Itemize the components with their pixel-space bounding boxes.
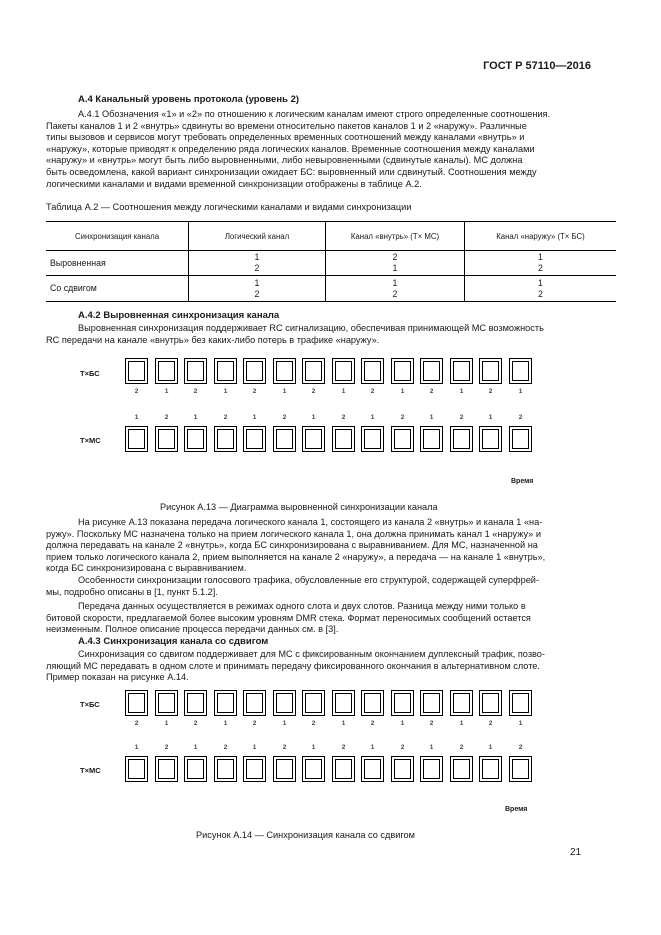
slot-frame (214, 690, 237, 716)
slot-frame (125, 756, 148, 782)
slot-frame (391, 358, 414, 384)
slot-frame (214, 756, 237, 782)
slot-number: 2 (341, 414, 346, 421)
cell-value: 2 (392, 288, 398, 299)
slot-number: 2 (488, 388, 493, 395)
table-caption: Таблица А.2 — Соотношения между логическими каналами и видами синхронизации (46, 202, 412, 212)
slot-frame (332, 358, 355, 384)
slot-number: 1 (488, 414, 493, 421)
slot-frame (391, 756, 414, 782)
text-line: Передача данных осуществляется в режимах одного слота и двух слотов. Разница между ними только в (78, 601, 526, 612)
time-label: Время (511, 478, 534, 485)
slot-number: 2 (518, 414, 523, 421)
text-line: «наружу», которые приводят к определению ряда логических каналов. Временные соотношения между каналами (46, 143, 535, 154)
slot-number: 2 (223, 744, 228, 751)
slot-number: 1 (134, 414, 139, 421)
slot-number: 1 (488, 744, 493, 751)
slot-number: 2 (223, 414, 228, 421)
ms-row-label: Т×МС (80, 436, 101, 445)
sync-table (46, 221, 616, 302)
table-header-row (46, 222, 616, 251)
slot-number: 1 (252, 744, 257, 751)
text-line: быть осведомлена, какой вариант синхронизации ожидает БС: выровненный или сдвинутый. Соотношения между (46, 166, 537, 177)
slot-frame (509, 426, 532, 452)
slot-number: 2 (459, 744, 464, 751)
slot-number: 2 (134, 720, 139, 727)
table-cell (189, 251, 326, 276)
slot-frame (361, 756, 384, 782)
slot-frame (243, 690, 266, 716)
slot-frame (155, 426, 178, 452)
slot-number: 1 (311, 744, 316, 751)
bs-row-label: Т×БС (80, 369, 100, 378)
text-line: типы вызовов и сервисов могут требовать определенных временных соотношений между каналами «внутрь» и (46, 132, 525, 143)
slot-number: 2 (488, 720, 493, 727)
slot-number: 2 (518, 744, 523, 751)
column-header: Канал «внутрь» (Т× МС) (326, 222, 465, 251)
slot-number: 2 (429, 388, 434, 395)
text-line: должна передавать на канале 2 «внутрь», когда БС синхронизирована с выравниванием. Для МС, назначенной на (46, 540, 538, 551)
slot-frame (332, 690, 355, 716)
text-line: ружу». Поскольку МС назначена только на прием логического канала 1, она должна принимать канал 1 «наружу» и (46, 528, 541, 539)
slot-number: 1 (282, 720, 287, 727)
slot-frame (361, 690, 384, 716)
slot-number: 1 (164, 720, 169, 727)
slot-number: 2 (311, 720, 316, 727)
slot-number: 1 (164, 388, 169, 395)
slot-frame (243, 426, 266, 452)
table-cell (465, 251, 617, 276)
slot-number: 2 (134, 388, 139, 395)
table-cell (465, 276, 617, 302)
slot-number: 1 (518, 720, 523, 727)
table-cell (189, 276, 326, 302)
slot-frame (214, 358, 237, 384)
cell-value: 1 (538, 252, 543, 262)
table-cell (326, 276, 465, 302)
slot-number: 2 (164, 744, 169, 751)
cell-value: 2 (392, 252, 398, 262)
table-row (46, 251, 616, 276)
slot-number: 1 (282, 388, 287, 395)
slot-frame (302, 756, 325, 782)
column-header: Канал «наружу» (Т× БС) (465, 222, 617, 251)
cell-value: 1 (538, 277, 543, 288)
slot-frame (302, 690, 325, 716)
slot-frame (155, 756, 178, 782)
slot-number: 1 (429, 414, 434, 421)
slot-frame (155, 358, 178, 384)
text-line: прием только логического канала 2, прием выполняется на канале 2 «наружу», а передача — на канале 1 «внутрь», (46, 551, 546, 562)
slot-frame (273, 690, 296, 716)
slot-frame (479, 358, 502, 384)
slot-frame (125, 426, 148, 452)
text-line: неизменным. Полное описание процесса передачи данных см. в [3]. (46, 624, 339, 635)
cell-value: 1 (392, 263, 398, 273)
slot-frame (184, 426, 207, 452)
figure-a14-caption: Рисунок А.14 — Синхронизация канала со сдвигом (196, 830, 415, 840)
text-line: RC передачи на канале «внутрь» без каких-либо потерь в трафике «наружу». (46, 334, 380, 345)
ms-row-label: Т×МС (80, 766, 101, 775)
slot-number: 1 (429, 744, 434, 751)
slot-number: 1 (252, 414, 257, 421)
text-line: Особенности синхронизации голосового трафика, обусловленные его структурой, содержащей суперфрей- (78, 574, 540, 585)
figure-a13-caption: Рисунок А.13 — Диаграмма выровненной синхронизации канала (160, 502, 438, 512)
text-line: битовой скорости, предлагаемой более высоким уровням DMR стека. Формат переносимых сообщений остается (46, 612, 531, 623)
slot-number: 1 (134, 744, 139, 751)
slot-number: 1 (370, 744, 375, 751)
slot-number: 1 (370, 414, 375, 421)
slot-number: 2 (164, 414, 169, 421)
text-line: Выровненная синхронизация поддерживает RC сигнализацию, обеспечивая принимающей МС возможность (78, 323, 544, 333)
text-line: Синхронизация со сдвигом поддерживает для МС с фиксированным окончанием дуплексный трафик, позво- (78, 649, 545, 659)
text-line: А.4.1 Обозначения «1» и «2» по отношению к логическим каналам имеют строго определенные соотношения. (78, 109, 551, 119)
slot-frame (479, 690, 502, 716)
slot-frame (273, 756, 296, 782)
slot-frame (509, 690, 532, 716)
section-a43-text (46, 649, 618, 684)
slot-number: 1 (193, 414, 198, 421)
slot-frame (420, 756, 443, 782)
slot-number: 1 (223, 388, 228, 395)
slot-frame (361, 426, 384, 452)
slot-frame (332, 756, 355, 782)
slot-number: 2 (400, 744, 405, 751)
bs-row-label: Т×БС (80, 700, 100, 709)
slot-number: 2 (370, 720, 375, 727)
cell-value: 2 (254, 288, 260, 299)
slot-frame (273, 426, 296, 452)
slot-frame (125, 690, 148, 716)
section-a42-text (46, 323, 618, 346)
slot-number: 1 (459, 720, 464, 727)
slot-frame (391, 690, 414, 716)
text-line: Пакеты каналов 1 и 2 «внутрь» сдвинуты во времени относительно пакетов каналов 1 и 2 «наружу». Различные (46, 120, 527, 131)
slot-number: 2 (282, 744, 287, 751)
doc-code: ГОСТ Р 57110—2016 (483, 60, 591, 72)
slot-frame (243, 756, 266, 782)
column-header: Синхронизация канала (46, 222, 189, 251)
text-line: На рисунке А.13 показана передача логического канала 1, состоящего из канала 2 «внутрь» и канала 1 «на- (78, 517, 543, 527)
text-line: логическими каналами и видами временной синхронизации отображены в таблице А.2. (46, 178, 422, 189)
slot-frame (361, 358, 384, 384)
slot-frame (509, 756, 532, 782)
slot-number: 2 (252, 720, 257, 727)
text-line: Пример показан на рисунке А.14. (46, 672, 189, 683)
text-line: когда БС синхронизирована с выравниванием. (46, 563, 247, 574)
section-a43-title: А.4.3 Синхронизация канала со сдвигом (78, 636, 269, 647)
table-cell: Выровненная (46, 251, 189, 276)
slot-number: 1 (518, 388, 523, 395)
slot-number: 2 (429, 720, 434, 727)
slot-frame (420, 358, 443, 384)
slot-frame (479, 426, 502, 452)
slot-number: 1 (459, 388, 464, 395)
slot-number: 2 (252, 388, 257, 395)
section-a42-title: А.4.2 Выровненная синхронизация канала (78, 310, 280, 321)
slot-frame (479, 756, 502, 782)
text-line: мы, подробно описаны в [1, пункт 5.1.2]. (46, 586, 218, 597)
text-line: ляющий МС передавать в одном слоте и принимать передачу фиксированного окончания в альтернативном слоте. (46, 660, 540, 671)
slot-frame (155, 690, 178, 716)
slot-frame (420, 426, 443, 452)
slot-frame (450, 426, 473, 452)
time-label: Время (505, 806, 528, 813)
slot-frame (184, 358, 207, 384)
column-header: Логический канал (189, 222, 326, 251)
cell-value: 2 (538, 288, 543, 299)
slot-number: 2 (193, 720, 198, 727)
cell-value: 1 (254, 277, 260, 288)
slot-frame (332, 426, 355, 452)
cell-value: 1 (254, 252, 260, 262)
slot-number: 1 (223, 720, 228, 727)
table-cell: Со сдвигом (46, 276, 189, 302)
cell-value: 2 (538, 263, 543, 273)
slot-number: 1 (341, 388, 346, 395)
slot-number: 2 (282, 414, 287, 421)
section-a4-text (46, 109, 618, 190)
slot-number: 2 (459, 414, 464, 421)
slot-number: 2 (341, 744, 346, 751)
slot-number: 2 (370, 388, 375, 395)
page-number: 21 (570, 847, 582, 858)
slot-frame (243, 358, 266, 384)
table-row (46, 276, 616, 302)
text-line: «наружу» и «внутрь» могут быть либо выровненными, либо невыровненными (сдвинутые каналы). МС должна (46, 155, 523, 166)
slot-frame (450, 690, 473, 716)
slot-frame (184, 756, 207, 782)
slot-frame (420, 690, 443, 716)
slot-number: 1 (400, 720, 405, 727)
cell-value: 2 (254, 263, 260, 273)
slot-frame (273, 358, 296, 384)
slot-number: 1 (341, 720, 346, 727)
table-cell (326, 251, 465, 276)
slot-frame (450, 756, 473, 782)
slot-number: 1 (193, 744, 198, 751)
slot-number: 1 (400, 388, 405, 395)
slot-frame (125, 358, 148, 384)
slot-frame (391, 426, 414, 452)
slot-number: 2 (193, 388, 198, 395)
slot-number: 2 (400, 414, 405, 421)
slot-frame (509, 358, 532, 384)
section-a4-title: А.4 Канальный уровень протокола (уровень 2) (78, 94, 300, 105)
slot-frame (450, 358, 473, 384)
slot-frame (302, 426, 325, 452)
slot-number: 1 (311, 414, 316, 421)
body-text-13 (46, 517, 618, 636)
slot-frame (184, 690, 207, 716)
slot-frame (214, 426, 237, 452)
cell-value: 1 (392, 277, 398, 288)
slot-number: 2 (311, 388, 316, 395)
slot-frame (302, 358, 325, 384)
